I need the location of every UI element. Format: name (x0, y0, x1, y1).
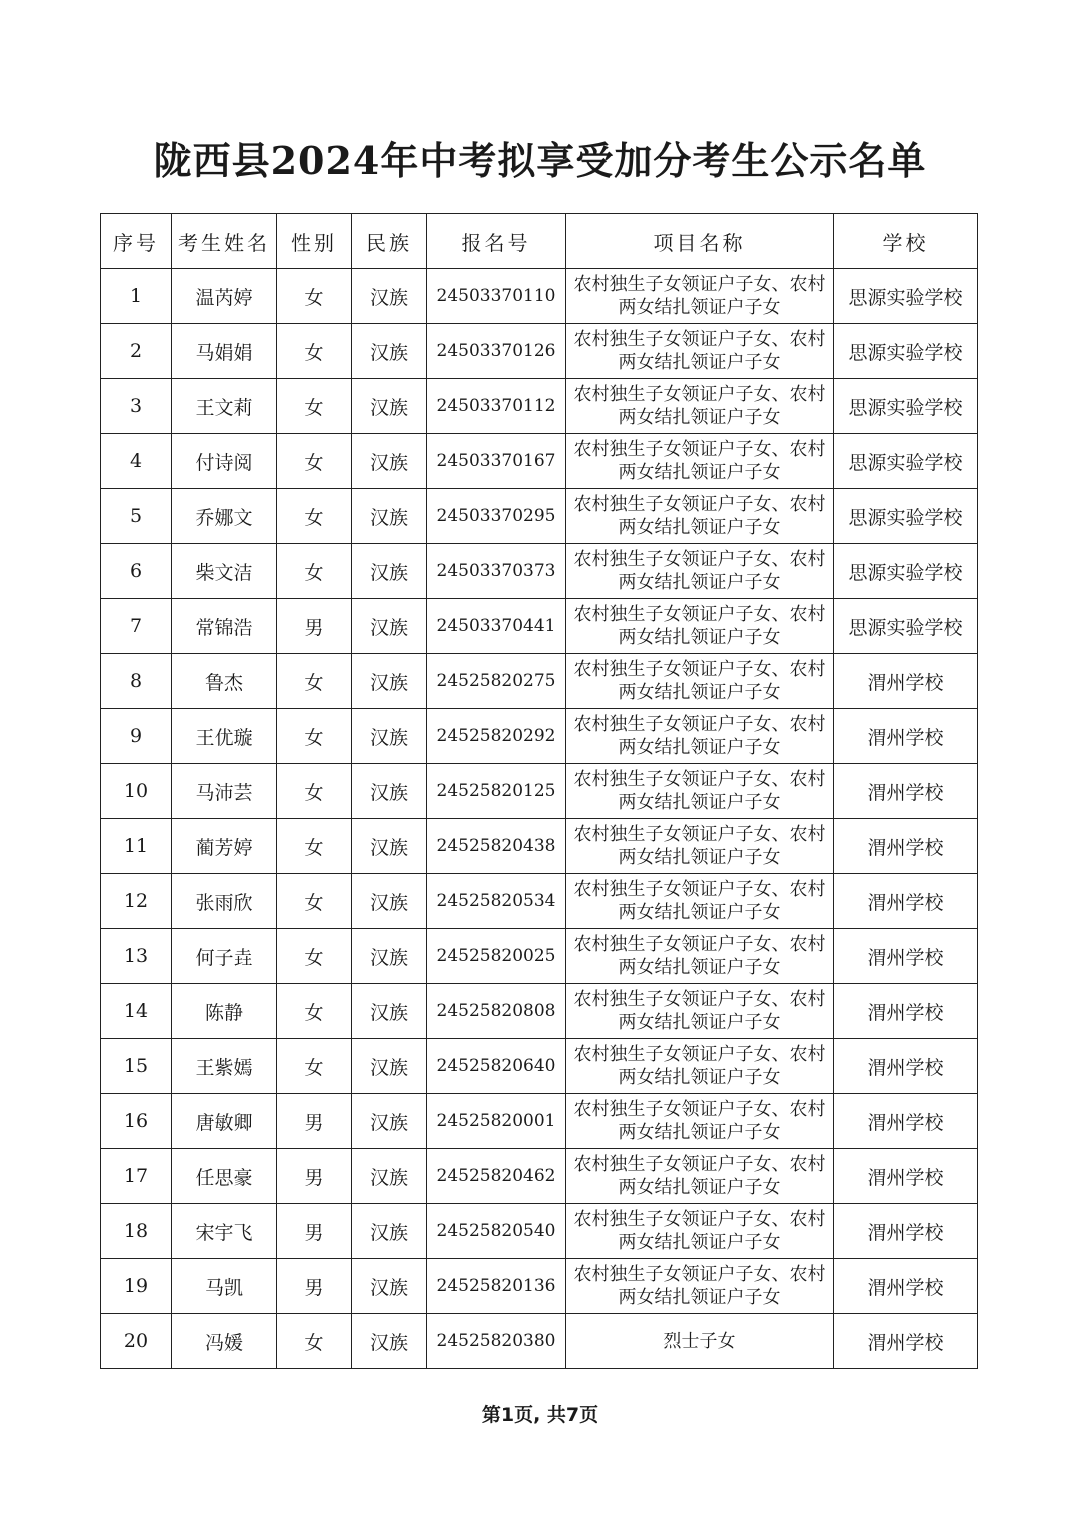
cell-gender: 女 (277, 324, 352, 379)
cell-project: 农村独生子女领证户子女、农村两女结扎领证户子女 (566, 269, 834, 324)
cell-gender: 女 (277, 654, 352, 709)
cell-name: 王文莉 (172, 379, 277, 434)
cell-name: 冯媛 (172, 1314, 277, 1369)
header-row (101, 214, 978, 269)
cell-gender: 女 (277, 269, 352, 324)
cell-name: 付诗阅 (172, 434, 277, 489)
cell-school: 思源实验学校 (834, 544, 978, 599)
table-row (101, 1259, 978, 1314)
col-header-school: 学校 (834, 214, 978, 269)
table-row (101, 489, 978, 544)
cell-gender: 女 (277, 1314, 352, 1369)
cell-index: 7 (101, 599, 172, 654)
cell-school: 思源实验学校 (834, 269, 978, 324)
cell-gender: 男 (277, 1204, 352, 1259)
cell-ethnicity: 汉族 (352, 269, 427, 324)
cell-gender: 男 (277, 1149, 352, 1204)
cell-project: 烈士子女 (566, 1314, 834, 1369)
cell-school: 渭州学校 (834, 819, 978, 874)
cell-school: 渭州学校 (834, 1094, 978, 1149)
cell-regno: 24525820462 (427, 1149, 566, 1204)
cell-regno: 24503370295 (427, 489, 566, 544)
cell-project: 农村独生子女领证户子女、农村两女结扎领证户子女 (566, 819, 834, 874)
cell-index: 16 (101, 1094, 172, 1149)
cell-index: 11 (101, 819, 172, 874)
cell-index: 10 (101, 764, 172, 819)
col-header-project: 项目名称 (566, 214, 834, 269)
col-header-gender: 性别 (277, 214, 352, 269)
cell-gender: 女 (277, 764, 352, 819)
col-header-name: 考生姓名 (172, 214, 277, 269)
cell-ethnicity: 汉族 (352, 984, 427, 1039)
cell-name: 常锦浩 (172, 599, 277, 654)
cell-ethnicity: 汉族 (352, 819, 427, 874)
cell-project: 农村独生子女领证户子女、农村两女结扎领证户子女 (566, 1039, 834, 1094)
cell-regno: 24525820025 (427, 929, 566, 984)
table-row (101, 599, 978, 654)
cell-project: 农村独生子女领证户子女、农村两女结扎领证户子女 (566, 984, 834, 1039)
roster-body (101, 269, 978, 1369)
cell-school: 渭州学校 (834, 874, 978, 929)
cell-regno: 24525820640 (427, 1039, 566, 1094)
cell-name: 马凯 (172, 1259, 277, 1314)
cell-school: 思源实验学校 (834, 434, 978, 489)
cell-school: 思源实验学校 (834, 599, 978, 654)
cell-ethnicity: 汉族 (352, 324, 427, 379)
cell-project: 农村独生子女领证户子女、农村两女结扎领证户子女 (566, 1204, 834, 1259)
cell-index: 6 (101, 544, 172, 599)
cell-ethnicity: 汉族 (352, 929, 427, 984)
cell-index: 20 (101, 1314, 172, 1369)
table-row (101, 819, 978, 874)
cell-name: 唐敏卿 (172, 1094, 277, 1149)
cell-gender: 女 (277, 984, 352, 1039)
cell-name: 柴文洁 (172, 544, 277, 599)
page-title: 陇西县2024年中考拟享受加分考生公示名单 (153, 138, 927, 183)
table-row (101, 434, 978, 489)
cell-regno: 24525820540 (427, 1204, 566, 1259)
table-row (101, 764, 978, 819)
cell-gender: 男 (277, 1094, 352, 1149)
cell-school: 渭州学校 (834, 1314, 978, 1369)
cell-school: 渭州学校 (834, 929, 978, 984)
cell-project: 农村独生子女领证户子女、农村两女结扎领证户子女 (566, 654, 834, 709)
cell-school: 思源实验学校 (834, 324, 978, 379)
cell-index: 9 (101, 709, 172, 764)
cell-project: 农村独生子女领证户子女、农村两女结扎领证户子女 (566, 379, 834, 434)
cell-gender: 女 (277, 1039, 352, 1094)
cell-index: 4 (101, 434, 172, 489)
cell-index: 2 (101, 324, 172, 379)
cell-ethnicity: 汉族 (352, 1149, 427, 1204)
cell-index: 14 (101, 984, 172, 1039)
col-header-regno: 报名号 (427, 214, 566, 269)
cell-school: 思源实验学校 (834, 489, 978, 544)
cell-project: 农村独生子女领证户子女、农村两女结扎领证户子女 (566, 929, 834, 984)
cell-school: 思源实验学校 (834, 379, 978, 434)
cell-ethnicity: 汉族 (352, 764, 427, 819)
cell-regno: 24525820275 (427, 654, 566, 709)
cell-name: 乔娜文 (172, 489, 277, 544)
table-row (101, 1314, 978, 1369)
cell-index: 8 (101, 654, 172, 709)
cell-gender: 男 (277, 1259, 352, 1314)
cell-ethnicity: 汉族 (352, 1259, 427, 1314)
cell-regno: 24525820125 (427, 764, 566, 819)
cell-regno: 24525820292 (427, 709, 566, 764)
cell-gender: 男 (277, 599, 352, 654)
cell-name: 宋宇飞 (172, 1204, 277, 1259)
table-row (101, 874, 978, 929)
table-row (101, 1039, 978, 1094)
cell-index: 17 (101, 1149, 172, 1204)
cell-regno: 24503370126 (427, 324, 566, 379)
cell-regno: 24503370441 (427, 599, 566, 654)
col-header-ethnicity: 民族 (352, 214, 427, 269)
cell-gender: 女 (277, 544, 352, 599)
cell-school: 渭州学校 (834, 1259, 978, 1314)
cell-project: 农村独生子女领证户子女、农村两女结扎领证户子女 (566, 709, 834, 764)
cell-ethnicity: 汉族 (352, 544, 427, 599)
roster-table (100, 213, 978, 1369)
cell-name: 王紫嫣 (172, 1039, 277, 1094)
cell-project: 农村独生子女领证户子女、农村两女结扎领证户子女 (566, 599, 834, 654)
cell-ethnicity: 汉族 (352, 654, 427, 709)
cell-project: 农村独生子女领证户子女、农村两女结扎领证户子女 (566, 544, 834, 599)
table-row (101, 269, 978, 324)
cell-name: 王优璇 (172, 709, 277, 764)
cell-gender: 女 (277, 929, 352, 984)
cell-project: 农村独生子女领证户子女、农村两女结扎领证户子女 (566, 764, 834, 819)
cell-ethnicity: 汉族 (352, 489, 427, 544)
cell-index: 19 (101, 1259, 172, 1314)
table-row (101, 984, 978, 1039)
cell-regno: 24525820380 (427, 1314, 566, 1369)
table-row (101, 544, 978, 599)
cell-gender: 女 (277, 489, 352, 544)
cell-ethnicity: 汉族 (352, 1039, 427, 1094)
cell-name: 马娟娟 (172, 324, 277, 379)
cell-regno: 24503370110 (427, 269, 566, 324)
cell-regno: 24525820136 (427, 1259, 566, 1314)
cell-gender: 女 (277, 874, 352, 929)
cell-school: 渭州学校 (834, 1204, 978, 1259)
cell-school: 渭州学校 (834, 984, 978, 1039)
cell-index: 15 (101, 1039, 172, 1094)
col-header-index: 序号 (101, 214, 172, 269)
cell-ethnicity: 汉族 (352, 709, 427, 764)
table-row (101, 654, 978, 709)
cell-name: 任思豪 (172, 1149, 277, 1204)
cell-ethnicity: 汉族 (352, 1204, 427, 1259)
table-row (101, 1204, 978, 1259)
table-row (101, 379, 978, 434)
table-row (101, 1094, 978, 1149)
table-row (101, 709, 978, 764)
cell-gender: 女 (277, 819, 352, 874)
table-row (101, 1149, 978, 1204)
cell-school: 渭州学校 (834, 764, 978, 819)
cell-name: 何子垚 (172, 929, 277, 984)
cell-name: 蔺芳婷 (172, 819, 277, 874)
cell-name: 温芮婷 (172, 269, 277, 324)
cell-name: 马沛芸 (172, 764, 277, 819)
cell-ethnicity: 汉族 (352, 599, 427, 654)
cell-regno: 24525820534 (427, 874, 566, 929)
page-footer: 第1页, 共7页 (481, 1404, 599, 1426)
cell-school: 渭州学校 (834, 1039, 978, 1094)
cell-project: 农村独生子女领证户子女、农村两女结扎领证户子女 (566, 434, 834, 489)
cell-regno: 24503370112 (427, 379, 566, 434)
cell-index: 3 (101, 379, 172, 434)
cell-ethnicity: 汉族 (352, 1094, 427, 1149)
cell-gender: 女 (277, 709, 352, 764)
cell-regno: 24525820808 (427, 984, 566, 1039)
cell-school: 渭州学校 (834, 654, 978, 709)
cell-project: 农村独生子女领证户子女、农村两女结扎领证户子女 (566, 489, 834, 544)
table-row (101, 929, 978, 984)
table-row (101, 324, 978, 379)
cell-index: 18 (101, 1204, 172, 1259)
cell-project: 农村独生子女领证户子女、农村两女结扎领证户子女 (566, 324, 834, 379)
cell-gender: 女 (277, 379, 352, 434)
cell-regno: 24503370167 (427, 434, 566, 489)
cell-index: 13 (101, 929, 172, 984)
cell-ethnicity: 汉族 (352, 434, 427, 489)
cell-school: 渭州学校 (834, 709, 978, 764)
cell-school: 渭州学校 (834, 1149, 978, 1204)
cell-index: 12 (101, 874, 172, 929)
cell-name: 鲁杰 (172, 654, 277, 709)
cell-index: 1 (101, 269, 172, 324)
cell-index: 5 (101, 489, 172, 544)
cell-project: 农村独生子女领证户子女、农村两女结扎领证户子女 (566, 874, 834, 929)
cell-ethnicity: 汉族 (352, 874, 427, 929)
cell-regno: 24503370373 (427, 544, 566, 599)
cell-name: 陈静 (172, 984, 277, 1039)
cell-project: 农村独生子女领证户子女、农村两女结扎领证户子女 (566, 1149, 834, 1204)
cell-project: 农村独生子女领证户子女、农村两女结扎领证户子女 (566, 1094, 834, 1149)
cell-name: 张雨欣 (172, 874, 277, 929)
cell-ethnicity: 汉族 (352, 1314, 427, 1369)
cell-regno: 24525820001 (427, 1094, 566, 1149)
cell-ethnicity: 汉族 (352, 379, 427, 434)
cell-gender: 女 (277, 434, 352, 489)
cell-regno: 24525820438 (427, 819, 566, 874)
cell-project: 农村独生子女领证户子女、农村两女结扎领证户子女 (566, 1259, 834, 1314)
